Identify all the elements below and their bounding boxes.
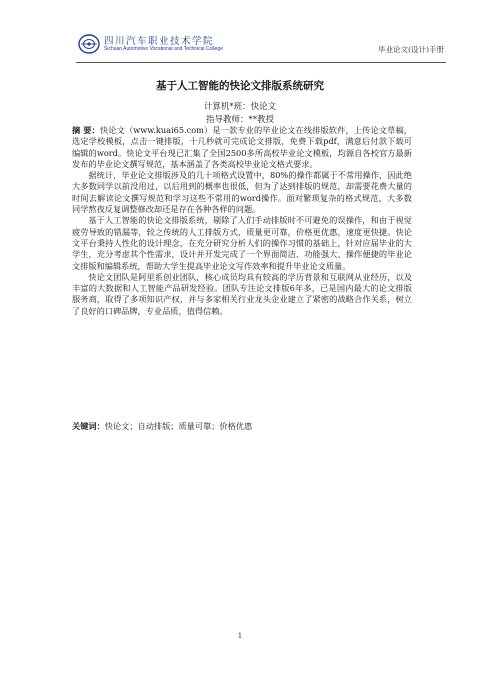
school-emblem-icon bbox=[78, 34, 100, 54]
school-name: 四川汽车职业技术学院 bbox=[104, 36, 215, 47]
body-paragraph: 据统计，毕业论文排版涉及的几十项格式设置中，80%的操作都属于不常用操作，因此绝大多数同学以前没用过，以后用到的概率也很低，但为了达到排版的规范，却需要花费大量的时间去解读论文撰写规范和学习这些不常用的word操作。面对繁琐复杂的格式规范，大多数同学熬夜反复调整修改却还是存在各种各样的问题。 bbox=[72, 170, 412, 215]
body-paragraph: 快论文团队是阿里系创业团队，核心成员均具有较高的学历背景和互联网从业经历，以及丰富的大数据和人工智能产品研发经验。团队专注论文排版6年多，已是国内最大的论文排版服务商，取得了多项知识产权，并与多家相关行业龙头企业建立了紧密的战略合作关系，树立了良好的口碑品牌，专业品质，值得信赖。 bbox=[72, 271, 412, 316]
author-line: 计算机*班：快论文 bbox=[203, 102, 277, 112]
abstract-text: 快论文（www.kuai65.com）是一款专业的毕业论文在线排版软件，上传论文草稿，选定学校模板，点击一键排版，十几秒就可完成论文排版，免费下载pdf，满意后付款下载可编辑的word。快论文平台现已汇集了全国2500多所高校毕业论文模板，均源自各校官方最新发布的毕业论文撰写规范，基本涵盖了各类高校毕业论文格式要求。 bbox=[72, 125, 412, 169]
abstract-label: 摘 要： bbox=[72, 125, 100, 135]
advisor-line: 指导教师：**教授 bbox=[205, 115, 274, 125]
paper-title: 基于人工智能的快论文排版系统研究 bbox=[156, 80, 324, 92]
abstract-paragraph bbox=[72, 125, 412, 170]
body-paragraph: 基于人工智能的快论文排版系统，剔除了人们手动排版时不可避免的误操作，和由于视觉疲劳导致的错漏等，较之传统的人工排版方式，质量更可靠，价格更优惠，速度更快捷。快论文平台秉持人性化的设计理念，在充分研究分析人们的操作习惯的基础上，针对应届毕业的大学生，充分考虑其个性需求，设计并开发完成了一个界面简洁、功能强大、操作便捷的毕业论文排版和编辑系统，帮助大学生提高毕业论文写作效率和提升毕业论文质量。 bbox=[72, 215, 412, 271]
keywords-label: 关键词： bbox=[72, 421, 105, 431]
header-divider bbox=[76, 62, 446, 63]
keywords-text: 快论文；自动排版；质量可靠；价格优惠 bbox=[104, 421, 253, 431]
paper-body bbox=[72, 125, 412, 317]
school-name-english: Sichuan Automotive Vocational and Technical College bbox=[104, 46, 223, 52]
page-header bbox=[78, 32, 408, 56]
document-type-label: 毕业论文(设计)手册 bbox=[378, 45, 444, 54]
page-number: 1 bbox=[237, 632, 243, 640]
keywords-line bbox=[72, 421, 412, 432]
